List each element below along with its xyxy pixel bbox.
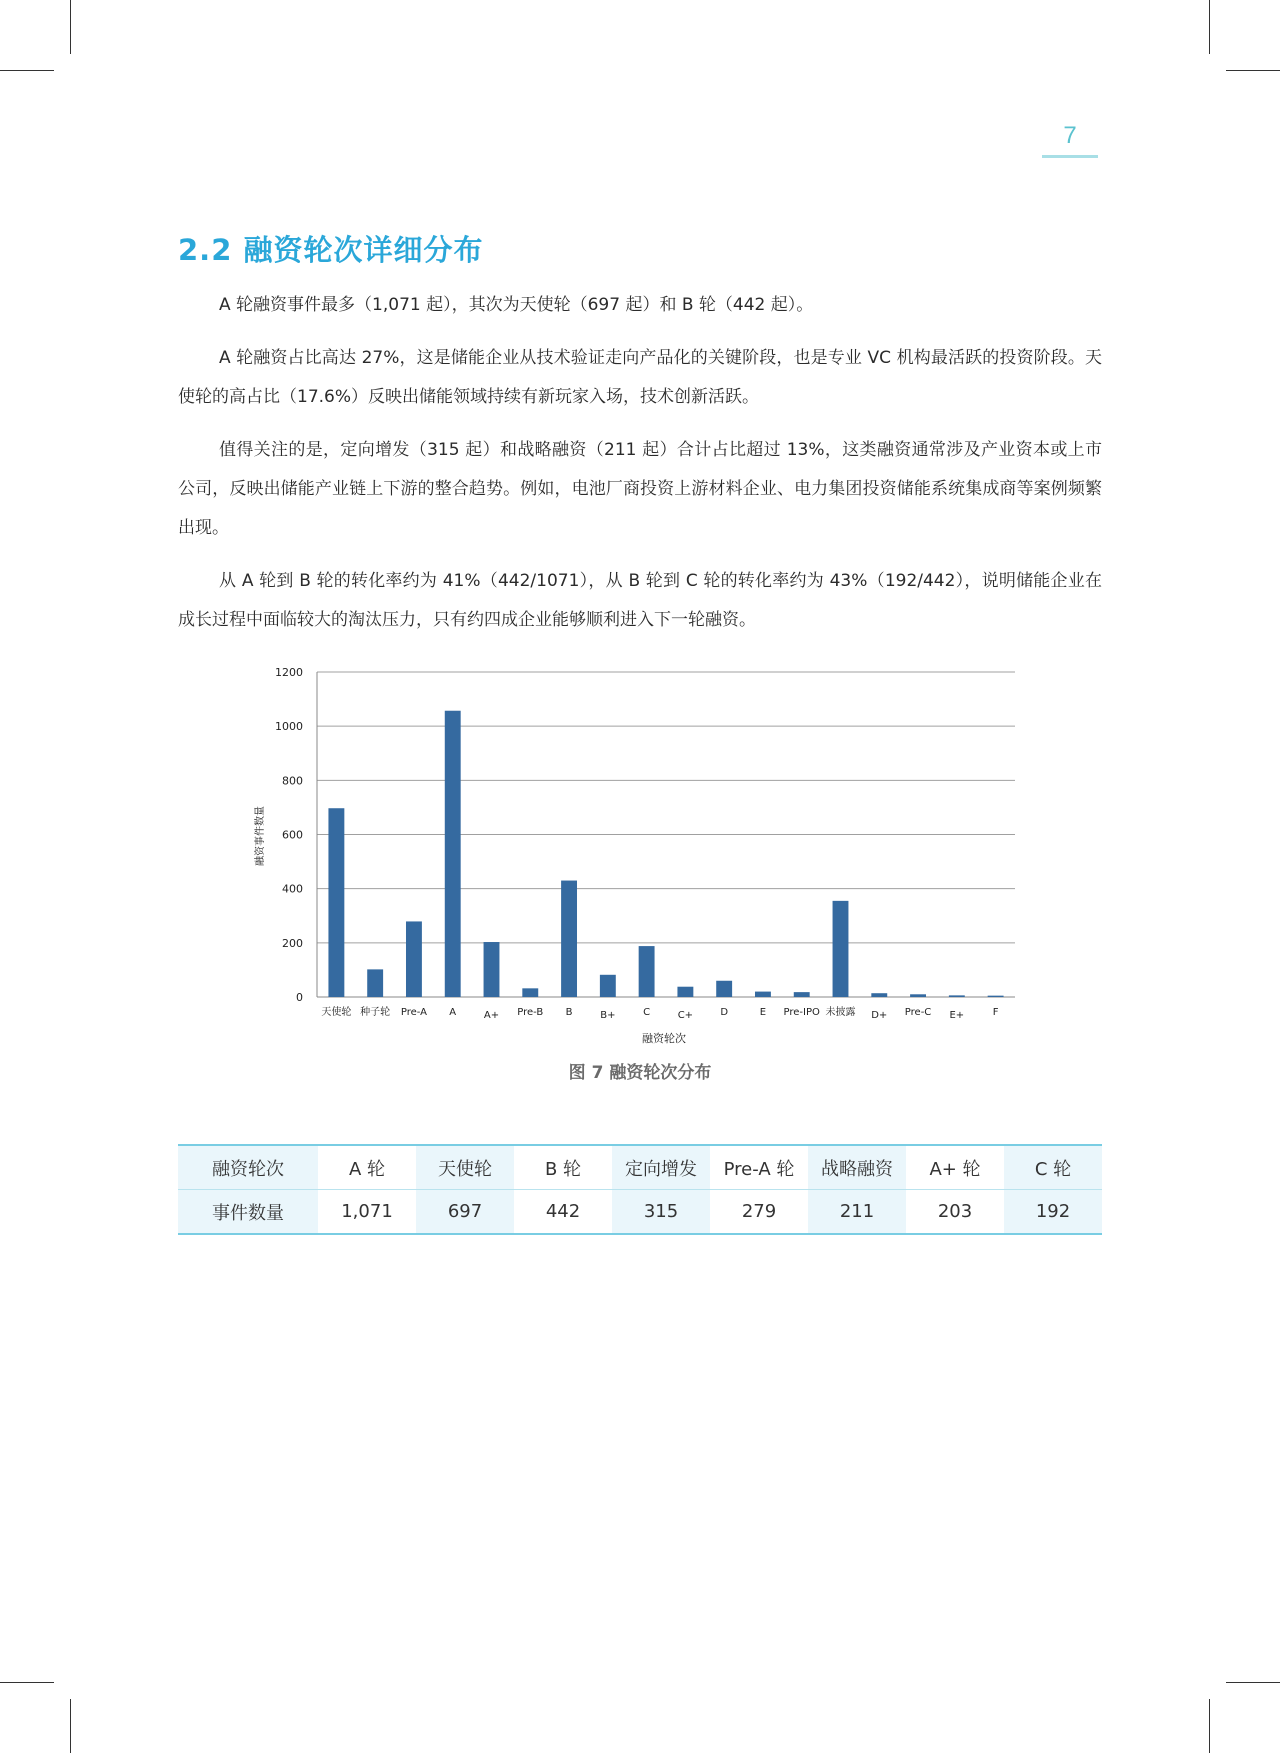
- table-cell: 279: [710, 1190, 808, 1235]
- table-cell: 203: [906, 1190, 1004, 1235]
- x-tick-label: 种子轮: [360, 1007, 391, 1018]
- table-cell: 战略融资: [808, 1145, 906, 1190]
- x-tick-label: C: [643, 1007, 651, 1018]
- bar: [794, 992, 810, 997]
- crop-mark: [1209, 0, 1210, 54]
- bar: [833, 901, 849, 997]
- table-cell: 697: [416, 1190, 514, 1235]
- x-tick-label: Pre-IPO: [783, 1007, 820, 1018]
- x-tick-label: E: [759, 1007, 767, 1018]
- x-tick-label: 未披露: [825, 1007, 856, 1018]
- paragraph: 值得关注的是，定向增发（315 起）和战略融资（211 起）合计占比超过 13%，这类融资通常涉及产业资本或上市公司，反映出储能产业链上下游的整合趋势。例如，电池厂商投资上游材料企业、电力集团投资储能系统集成商等案例频繁出现。: [178, 440, 1102, 538]
- figure-caption: 图 7 融资轮次分布: [568, 1063, 712, 1083]
- x-tick-label: A+: [483, 1010, 500, 1021]
- funding-round-table: [178, 1144, 1102, 1235]
- x-tick-label: E+: [949, 1010, 965, 1021]
- bar: [600, 975, 616, 997]
- paragraph: A 轮融资占比高达 27%，这是储能企业从技术验证走向产品化的关键阶段，也是专业 VC 机构最活跃的投资阶段。天使轮的高占比（17.6%）反映出储能领域持续有新玩家入场，技术创新活跃。: [178, 348, 1102, 407]
- crop-mark: [0, 70, 54, 71]
- body-text: [178, 286, 1102, 654]
- bar: [445, 711, 461, 997]
- x-tick-label: Pre-C: [904, 1007, 932, 1018]
- bar: [988, 996, 1004, 997]
- crop-mark: [1209, 1699, 1210, 1753]
- table-row-header: [178, 1145, 1102, 1190]
- x-tick-label: Pre-B: [517, 1007, 544, 1018]
- table-cell: 315: [612, 1190, 710, 1235]
- bar: [949, 995, 965, 997]
- bar: [484, 942, 500, 997]
- crop-mark: [0, 1682, 54, 1683]
- bar: [910, 994, 926, 997]
- x-axis-label: 融资轮次: [642, 1032, 686, 1045]
- x-tick-label: B+: [600, 1010, 616, 1021]
- bar: [871, 993, 887, 997]
- x-tick-label: F: [992, 1007, 999, 1018]
- table-cell: 211: [808, 1190, 906, 1235]
- x-tick-label: C+: [677, 1010, 694, 1021]
- x-tick-label: Pre-A: [400, 1007, 428, 1018]
- table-cell: 442: [514, 1190, 612, 1235]
- table-cell: B 轮: [514, 1145, 612, 1190]
- table-cell: A 轮: [318, 1145, 416, 1190]
- bar: [639, 946, 655, 997]
- y-tick-label: 400: [282, 882, 303, 896]
- y-tick-label: 1200: [275, 666, 303, 679]
- y-tick-label: 200: [282, 936, 303, 950]
- bar: [716, 981, 732, 997]
- bar: [328, 808, 344, 997]
- y-tick-label: 800: [282, 774, 303, 788]
- y-tick-label: 600: [282, 828, 303, 842]
- y-tick-label: 0: [296, 991, 303, 1004]
- table-cell: 天使轮: [416, 1145, 514, 1190]
- bar-chart: [240, 660, 1040, 1050]
- table-row-counts: [178, 1190, 1102, 1235]
- paragraph: A 轮融资事件最多（1,071 起），其次为天使轮（697 起）和 B 轮（442 起）。: [219, 295, 814, 315]
- table-row-label: 事件数量: [178, 1190, 318, 1235]
- table-cell: 定向增发: [612, 1145, 710, 1190]
- x-tick-label: D: [720, 1007, 729, 1018]
- bar: [561, 881, 577, 997]
- y-tick-label: 1000: [275, 720, 303, 734]
- table-cell: 1,071: [318, 1190, 416, 1235]
- section-title: 2.2 融资轮次详细分布: [178, 233, 484, 267]
- table-cell: C 轮: [1004, 1145, 1102, 1190]
- bar: [367, 969, 383, 997]
- page-number: 7: [1063, 122, 1077, 149]
- bar: [677, 987, 693, 997]
- crop-mark: [1226, 1682, 1280, 1683]
- bar: [522, 988, 538, 997]
- table-cell: A+ 轮: [906, 1145, 1004, 1190]
- crop-mark: [1226, 70, 1280, 71]
- x-tick-label: B: [565, 1007, 573, 1018]
- table-cell: Pre-A 轮: [710, 1145, 808, 1190]
- page-number-underline: [1042, 155, 1098, 158]
- crop-mark: [70, 1699, 71, 1753]
- bar: [406, 921, 422, 997]
- x-tick-label: 天使轮: [321, 1007, 352, 1018]
- x-tick-label: D+: [871, 1010, 888, 1021]
- crop-mark: [70, 0, 71, 54]
- table-header-label: 融资轮次: [178, 1145, 318, 1190]
- bar: [755, 992, 771, 997]
- table-cell: 192: [1004, 1190, 1102, 1235]
- paragraph: 从 A 轮到 B 轮的转化率约为 41%（442/1071），从 B 轮到 C 轮的转化率约为 43%（192/442），说明储能企业在成长过程中面临较大的淘汰压力，只有约四成企业能够顺利进入下一轮融资。: [178, 571, 1102, 630]
- y-axis-label: 融资事件数量: [255, 806, 266, 866]
- x-tick-label: A: [449, 1007, 457, 1018]
